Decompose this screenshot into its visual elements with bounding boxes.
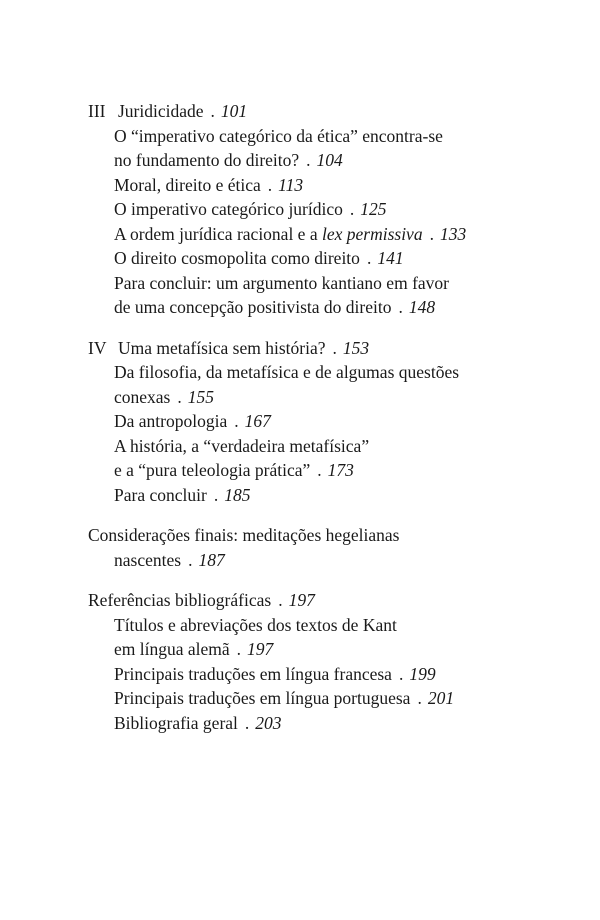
toc-section-conclusions bbox=[88, 523, 558, 572]
page-number: 173 bbox=[327, 460, 354, 480]
leader-dot: . bbox=[366, 248, 372, 268]
toc-entry bbox=[88, 483, 558, 508]
page-number: 199 bbox=[409, 663, 436, 684]
page-number: 113 bbox=[278, 174, 304, 195]
leader-dot: . bbox=[398, 297, 403, 317]
entry-text: Principais traduções em língua francesa bbox=[114, 663, 392, 684]
entry-text: Principais traduções em língua portuguesa bbox=[114, 688, 411, 708]
chapter-title: Referências bibliográficas bbox=[88, 590, 272, 610]
toc-entry bbox=[88, 271, 558, 296]
entry-text: A história, a “verdadeira metafísica” bbox=[114, 435, 370, 456]
leader-dot: . bbox=[306, 150, 311, 170]
toc-chapter-heading bbox=[88, 588, 558, 613]
leader-dot: . bbox=[267, 174, 273, 195]
chapter-number: IV bbox=[88, 337, 107, 358]
table-of-contents bbox=[88, 99, 558, 751]
entry-text-italic: lex permissiva bbox=[321, 223, 423, 244]
leader-dot: . bbox=[188, 549, 193, 570]
page-number: 201 bbox=[427, 688, 455, 708]
leader-dot: . bbox=[429, 223, 434, 244]
toc-entry bbox=[88, 148, 558, 173]
toc-entry bbox=[88, 409, 558, 434]
entry-text: de uma concepção positivista do direito bbox=[114, 297, 392, 317]
chapter-title: Uma metafísica sem história? bbox=[118, 337, 326, 358]
toc-entry bbox=[88, 613, 558, 638]
page-number: 141 bbox=[377, 248, 404, 268]
entry-text: Para concluir: um argumento kantiano em favor bbox=[114, 272, 449, 293]
toc-entry bbox=[88, 197, 558, 222]
toc-entry bbox=[88, 385, 558, 410]
toc-entry bbox=[88, 434, 558, 459]
entry-text: O “imperativo categórico da ética” encontra-se bbox=[114, 125, 443, 146]
toc-entry bbox=[88, 662, 558, 687]
leader-dot: . bbox=[244, 712, 250, 733]
toc-entry bbox=[88, 711, 558, 736]
toc-entry bbox=[88, 637, 558, 662]
toc-entry bbox=[88, 173, 558, 198]
toc-entry bbox=[88, 222, 558, 247]
entry-text: A ordem jurídica racional e a bbox=[114, 223, 322, 244]
toc-chapter-heading bbox=[88, 523, 558, 548]
toc-chapter-heading-continued bbox=[88, 548, 558, 573]
page-number: 187 bbox=[198, 549, 225, 570]
toc-entry bbox=[88, 360, 558, 385]
page-number: 133 bbox=[439, 223, 467, 244]
leader-dot: . bbox=[236, 639, 242, 659]
page-number: 104 bbox=[316, 150, 343, 170]
chapter-title: nascentes bbox=[114, 549, 182, 570]
page-number: 101 bbox=[220, 101, 248, 121]
leader-dot: . bbox=[349, 199, 355, 219]
page-number: 197 bbox=[288, 590, 315, 610]
entry-text: Moral, direito e ética bbox=[114, 174, 261, 195]
entry-text: O direito cosmopolita como direito bbox=[114, 248, 360, 268]
entry-text: Da antropologia bbox=[114, 411, 228, 431]
page-number: 185 bbox=[224, 484, 251, 505]
leader-dot: . bbox=[177, 386, 182, 407]
page-number: 197 bbox=[247, 639, 274, 659]
entry-text: Títulos e abreviações dos textos de Kant bbox=[114, 614, 397, 635]
entry-text: Da filosofia, da metafísica e de algumas questões bbox=[114, 362, 460, 382]
leader-dot: . bbox=[210, 101, 215, 121]
toc-section-iii bbox=[88, 99, 558, 320]
page-number: 167 bbox=[244, 411, 271, 431]
toc-entry bbox=[88, 458, 558, 483]
entry-text: Bibliografia geral bbox=[114, 712, 238, 733]
leader-dot: . bbox=[213, 484, 219, 505]
chapter-title: Juridicidade bbox=[118, 101, 204, 121]
leader-dot: . bbox=[278, 590, 283, 610]
entry-text: Para concluir bbox=[114, 484, 207, 505]
entry-text: e a “pura teleologia prática” bbox=[114, 460, 311, 480]
entry-text: conexas bbox=[114, 386, 171, 407]
toc-section-iv bbox=[88, 336, 558, 508]
chapter-title: Considerações finais: meditações hegelianas bbox=[88, 525, 400, 545]
toc-entry bbox=[88, 686, 558, 711]
toc-entry bbox=[88, 124, 558, 149]
entry-text: no fundamento do direito? bbox=[114, 150, 300, 170]
chapter-number: III bbox=[88, 101, 106, 121]
toc-section-references bbox=[88, 588, 558, 735]
page-number: 148 bbox=[408, 297, 436, 317]
leader-dot: . bbox=[332, 337, 337, 358]
leader-dot: . bbox=[234, 411, 239, 431]
entry-text: O imperativo categórico jurídico bbox=[114, 199, 343, 219]
toc-chapter-heading bbox=[88, 99, 558, 124]
leader-dot: . bbox=[317, 460, 322, 480]
entry-text: em língua alemã bbox=[114, 639, 230, 659]
page-number: 155 bbox=[187, 386, 214, 407]
toc-entry bbox=[88, 295, 558, 320]
toc-chapter-heading bbox=[88, 336, 558, 361]
page-number: 125 bbox=[360, 199, 387, 219]
page-number: 203 bbox=[255, 712, 282, 733]
leader-dot: . bbox=[398, 663, 404, 684]
leader-dot: . bbox=[417, 688, 422, 708]
toc-entry bbox=[88, 246, 558, 271]
page-number: 153 bbox=[342, 337, 370, 358]
